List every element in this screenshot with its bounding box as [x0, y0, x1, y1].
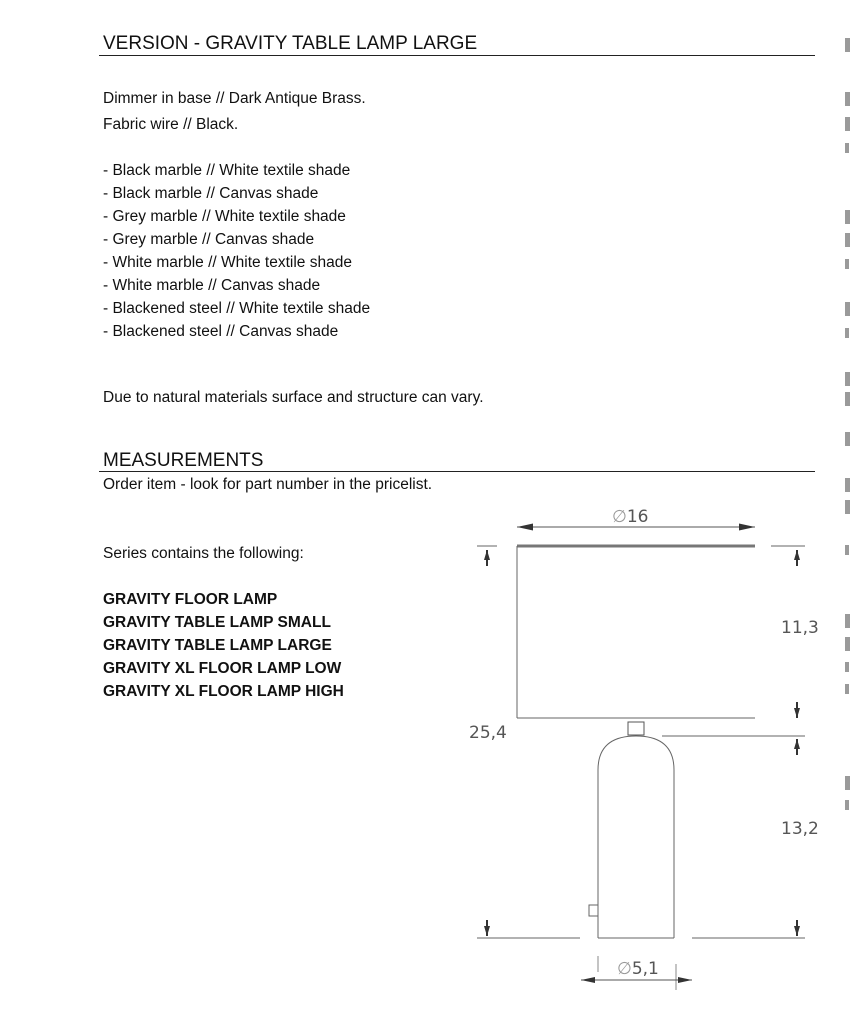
cropped-text-fragment [845, 800, 849, 810]
arrow-head [794, 550, 800, 560]
arrow-head [794, 708, 800, 718]
cropped-text-fragment [845, 92, 850, 106]
variant-item: - Blackened steel // Canvas shade [103, 323, 339, 340]
material-note: Due to natural materials surface and structure can vary. [103, 389, 484, 406]
series-intro: Series contains the following: [103, 545, 304, 562]
cropped-text-fragment [845, 117, 850, 131]
variant-item: - White marble // Canvas shade [103, 277, 321, 294]
cropped-text-fragment [845, 392, 850, 406]
variant-item: - Grey marble // White textile shade [103, 208, 346, 225]
variant-item: - White marble // White textile shade [103, 254, 352, 271]
spec-line-dimmer: Dimmer in base // Dark Antique Brass. [103, 90, 366, 107]
cropped-text-fragment [845, 372, 850, 386]
arrow-head [484, 926, 490, 936]
cropped-text-fragment [845, 259, 849, 269]
cropped-text-fragment [845, 662, 849, 672]
base-height-label: 13,2 [781, 819, 819, 839]
series-item: GRAVITY XL FLOOR LAMP HIGH [103, 683, 344, 700]
diameter-symbol: ∅ [612, 507, 627, 527]
cropped-text-fragment [845, 637, 850, 651]
arrow-head [517, 524, 533, 531]
base-body [598, 736, 674, 938]
shade-diameter-label: ∅16 [612, 507, 649, 527]
base-diameter-label: ∅5,1 [617, 959, 659, 979]
arrow-head [484, 550, 490, 560]
cropped-text-fragment [845, 478, 850, 492]
cropped-text-fragment [845, 233, 850, 247]
variant-item: - Blackened steel // White textile shade [103, 300, 371, 317]
variant-item: - Grey marble // Canvas shade [103, 231, 315, 248]
cropped-text-fragment [845, 302, 850, 316]
cropped-text-fragment [845, 500, 850, 514]
cropped-text-fragment [845, 210, 850, 224]
arrow-head [794, 926, 800, 936]
dimmer-knob [589, 905, 598, 916]
cropped-text-fragment [845, 38, 850, 52]
cropped-text-fragment [845, 776, 850, 790]
cropped-text-fragment [845, 545, 849, 555]
socket [628, 722, 644, 735]
cropped-text-fragment [845, 328, 849, 338]
series-item: GRAVITY XL FLOOR LAMP LOW [103, 660, 342, 677]
series-item: GRAVITY TABLE LAMP SMALL [103, 614, 331, 631]
total-height-label: 25,4 [469, 723, 507, 743]
measurements-heading: MEASUREMENTS [103, 450, 264, 471]
variant-item: - Black marble // White textile shade [103, 162, 351, 179]
series-item: GRAVITY TABLE LAMP LARGE [103, 637, 332, 654]
cropped-text-fragment [845, 143, 849, 153]
arrow-head [581, 977, 595, 983]
arrow-head [678, 977, 692, 983]
arrow-head [794, 739, 800, 749]
cropped-text-fragment [845, 432, 850, 446]
spec-line-wire: Fabric wire // Black. [103, 116, 239, 133]
series-item: GRAVITY FLOOR LAMP [103, 591, 278, 608]
cropped-text-fragment [845, 614, 850, 628]
diameter-symbol: ∅ [617, 959, 632, 979]
arrow-head [739, 524, 755, 531]
order-note: Order item - look for part number in the pricelist. [103, 476, 433, 493]
version-heading: VERSION - GRAVITY TABLE LAMP LARGE [103, 33, 478, 54]
variant-item: - Black marble // Canvas shade [103, 185, 319, 202]
cropped-text-fragment [845, 684, 849, 694]
shade-height-label: 11,3 [781, 618, 819, 638]
